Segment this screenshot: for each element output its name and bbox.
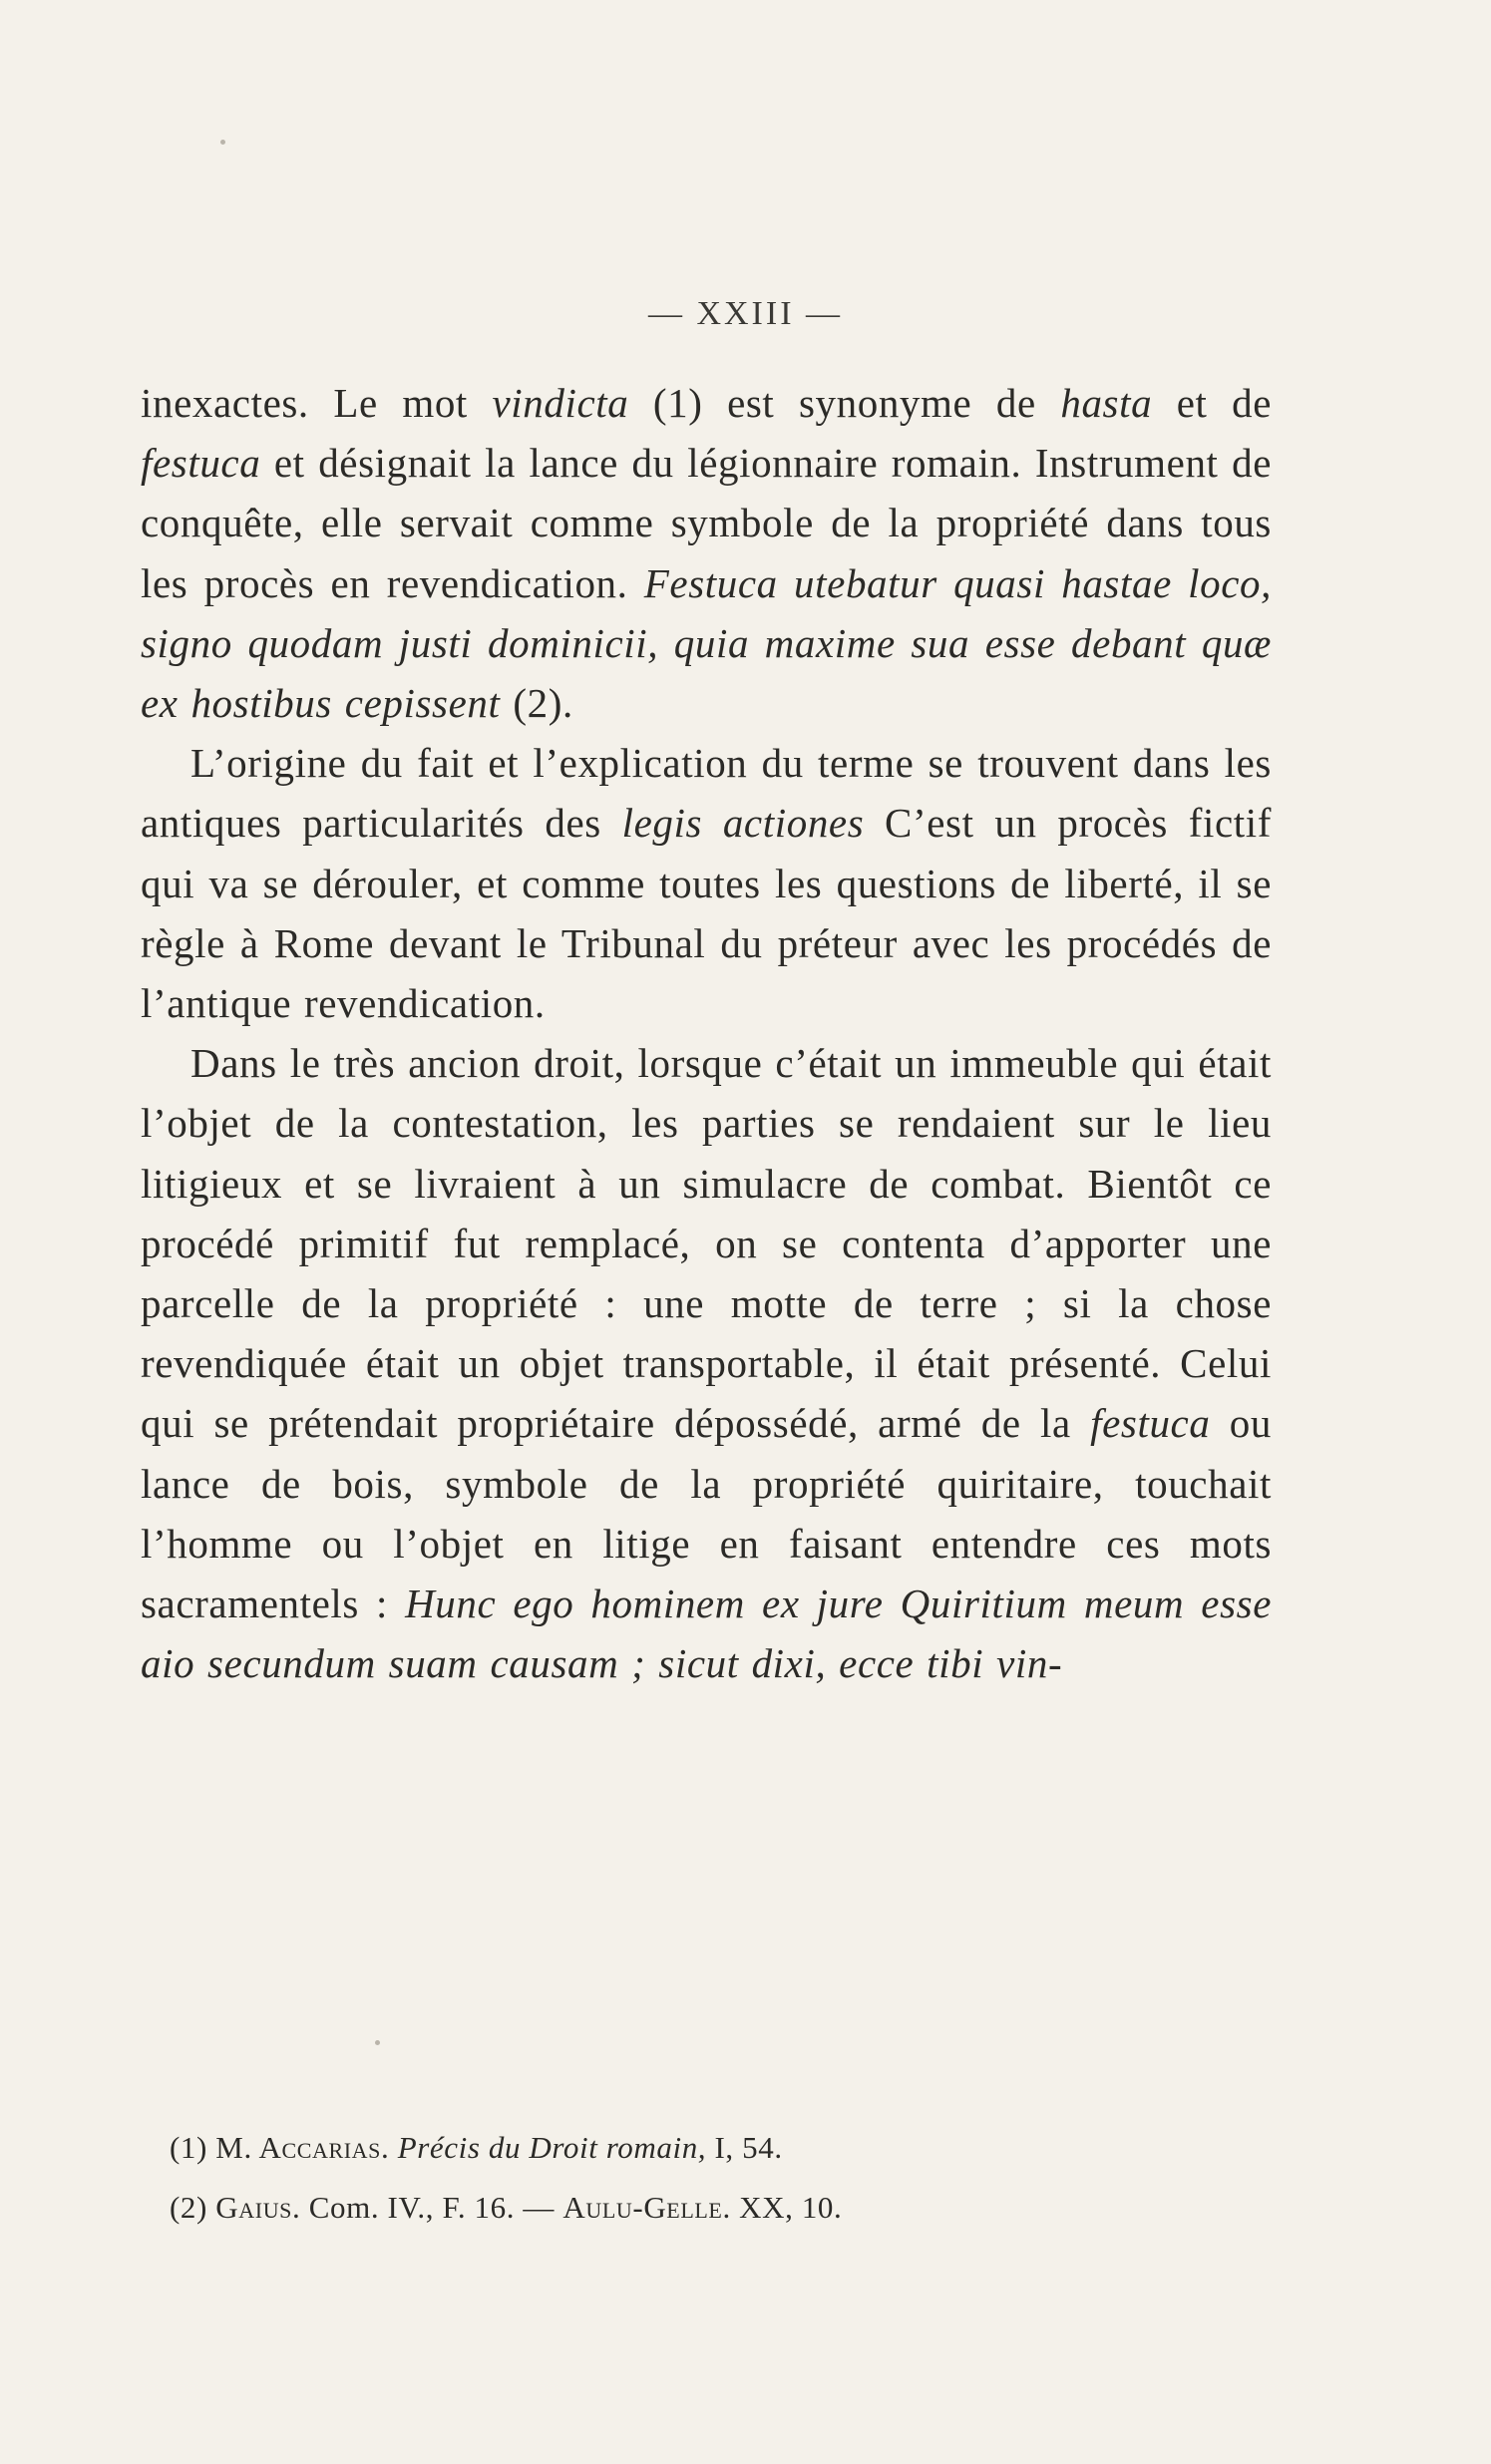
italic-term: festuca — [1090, 1400, 1211, 1447]
paper-speck — [375, 2040, 380, 2045]
paragraph-2 — [141, 733, 1272, 1033]
latin-quote: Hunc ego hominem ex jure Quiritium meum esse aio secundum suam causam ; sicut dixi, ecce tibi vin- — [141, 1581, 1272, 1687]
footnote-title: Précis du Droit romain, — [389, 2130, 707, 2165]
text-run: inexactes. Le mot — [141, 380, 493, 426]
paragraph-1 — [141, 373, 1272, 733]
text-run: Dans le très ancion droit, lorsque c’était un immeuble qui était l’objet de la contestation, les parties se rendaient sur le lieu litigieux et se livraient à un simulacre de combat. Bientôt ce procédé primitif fut remplacé, on se contenta d’apporter une parcelle de la propriété : une motte de terre ; si la chose revendiquée était un objet transportable, il était présenté. Celui qui se prétendait propriétaire dépossédé, armé de la — [141, 1040, 1272, 1447]
text-run: et désignait la lance du légionnaire romain. Instrument de conquête, elle servait comme symbole de la propriété dans tous les procès en revendication. — [141, 440, 1272, 606]
footnote-author: Aulu-Gelle. — [562, 2190, 731, 2225]
footnote-text: I, 54. — [706, 2130, 783, 2165]
paragraph-3 — [141, 1033, 1272, 1693]
text-run: C’est un procès fictif qui va se dérouler, et comme toutes les questions de liberté, il se règle à Rome devant le Tribunal du préteur avec les procédés de l’antique revendication. — [141, 800, 1273, 1027]
footnote-author: Gaius. — [215, 2190, 301, 2225]
footnotes — [170, 2118, 1267, 2238]
footnote-text: XX, 10. — [730, 2190, 843, 2225]
footnote-text: Com. IV., F. 16. — — [300, 2190, 563, 2225]
latin-quote: Festuca utebatur quasi hastae loco, signo quodam justi dominicii, quia maxime sua esse debant quæ ex hostibus cepissent — [141, 559, 1272, 727]
footnote-author: M. Accarias. — [215, 2130, 390, 2165]
italic-term: legis actiones — [621, 800, 865, 847]
text-run: et de — [1152, 380, 1273, 426]
text-run: (1) est synonyme de — [628, 380, 1061, 426]
text-run: ou lance de bois, symbole de la propriété quiritaire, touchait l’homme ou l’objet en litige en faisant entendre ces mots sacramentels : — [141, 1400, 1272, 1627]
footnote-number: (2) — [170, 2190, 216, 2225]
italic-term: vindicta — [492, 380, 629, 426]
footnote-2 — [170, 2178, 1267, 2238]
paper-speck — [220, 140, 225, 145]
italic-term: hasta — [1060, 380, 1153, 426]
italic-term: festuca — [141, 440, 261, 487]
text-run: (2). — [500, 680, 573, 727]
text-run: L’origine du fait et l’explication du terme se trouvent dans les antiques particularités des — [141, 740, 1272, 847]
running-head: — XXIII — — [647, 295, 844, 332]
footnote-1 — [170, 2118, 1267, 2178]
body-text — [141, 373, 1272, 1693]
footnote-number: (1) — [170, 2130, 216, 2165]
